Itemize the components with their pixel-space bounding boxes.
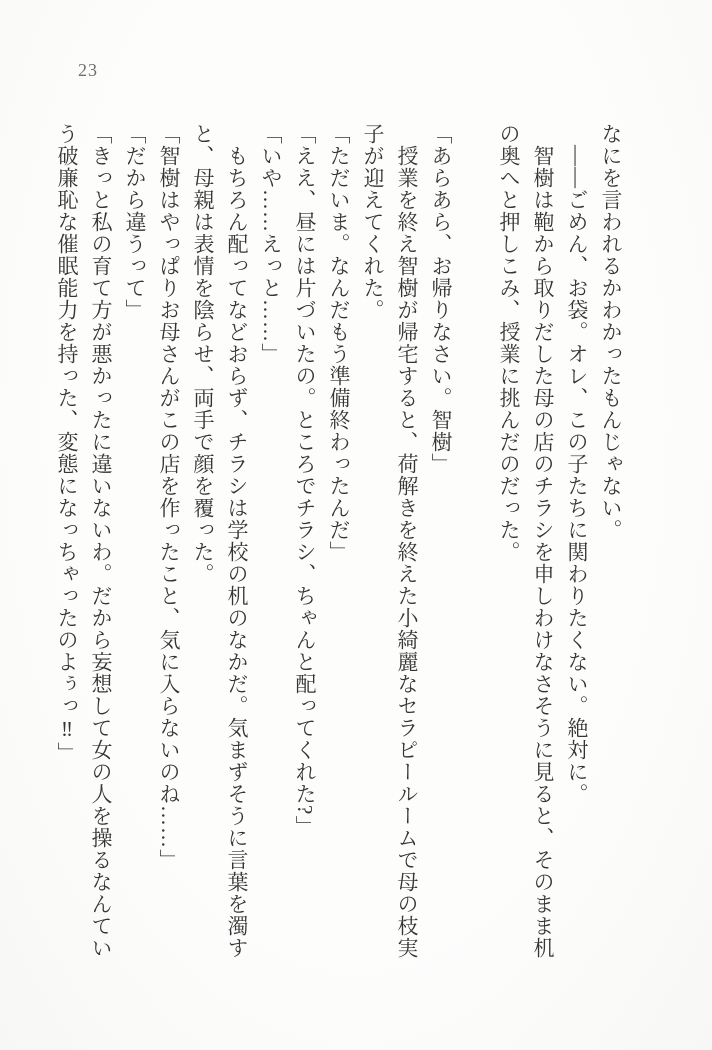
text-column: 「ええ、昼には片づいたの。ところでチラシ、ちゃんと配ってくれた?」: [293, 123, 317, 838]
text-column: 「きっと私の育て方が悪かったに違いないわ。だから妄想して女の人を操るなんてい: [89, 123, 113, 959]
text-column: 「いや……えっと……」: [259, 123, 283, 365]
text-column: 「だから違うって」: [123, 123, 147, 321]
text-column: もちろん配ってなどおらず、チラシは学校の机のなかだ。気まずそうに言葉を濁す: [225, 145, 249, 959]
vertical-text-block: [50, 123, 628, 965]
text-column: 「智樹はやっぱりお母さんがこの店を作ったこと、気に入らないのね……」: [157, 123, 181, 871]
text-column: 「あらあら、お帰りなさい。智樹」: [429, 123, 453, 475]
text-column: 智樹は鞄から取りだした母の店のチラシを申しわけなさそうに見ると、そのまま机: [531, 145, 555, 959]
page-number: 23: [78, 60, 98, 80]
text-column: ――ごめん、お袋。オレ、この子たちに関わりたくない。絶対に。: [565, 145, 589, 805]
text-column: の奥へと押しこみ、授業に挑んだのだった。: [497, 123, 521, 563]
text-column: う破廉恥な催眠能力を持った、変態になっちゃったのよぅっ‼」: [55, 123, 79, 764]
text-column: 授業を終え智樹が帰宅すると、荷解きを終えた小綺麗なセラピールームで母の枝実: [395, 145, 419, 959]
text-column: 「ただいま。なんだもう準備終わったんだ」: [327, 123, 351, 563]
scene-break-blank-column: [458, 123, 492, 965]
text-column: 子が迎えてくれた。: [361, 123, 385, 321]
text-column: と、母親は表情を陰らせ、両手で顔を覆った。: [191, 123, 215, 585]
text-column: なにを言われるかわかったもんじゃない。: [599, 123, 623, 541]
